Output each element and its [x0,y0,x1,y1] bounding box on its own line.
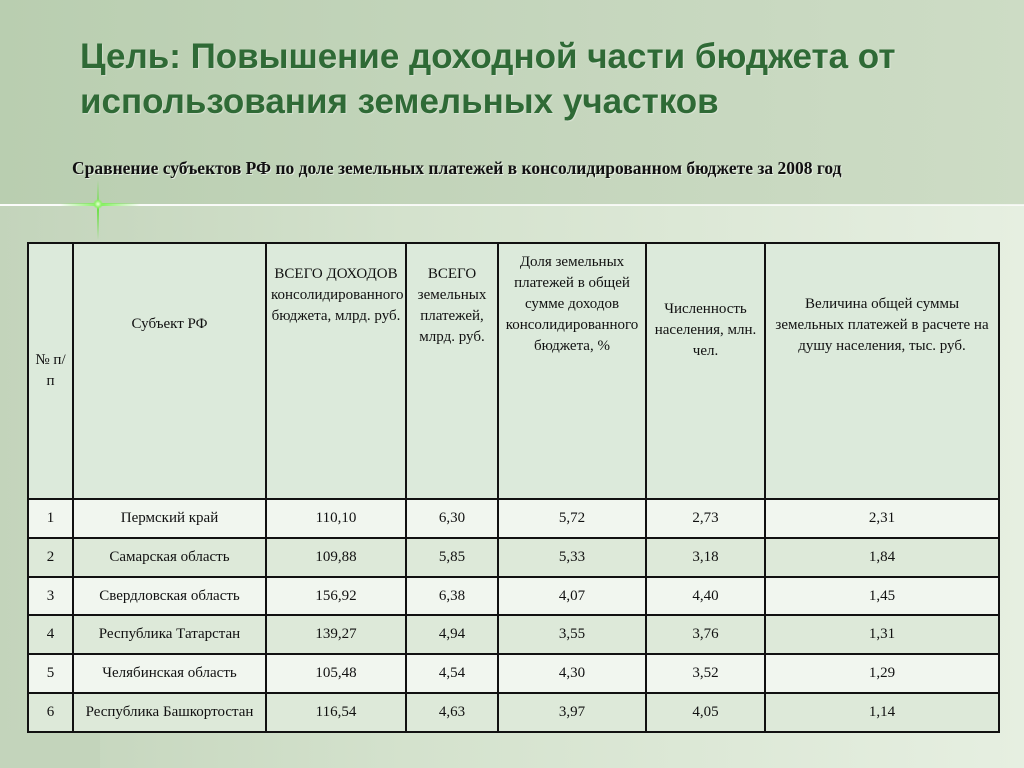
cell-land-payments: 4,54 [406,654,498,693]
cell-share: 3,97 [498,693,646,732]
cell-per-capita: 1,14 [765,693,999,732]
cell-subject: Республика Татарстан [73,615,266,654]
header-per-capita: Величина общей суммы земельных платежей в расчете на душу населения, тыс. руб. [765,243,999,499]
cell-land-payments: 4,63 [406,693,498,732]
cell-subject: Пермский край [73,499,266,538]
header-num: № п/п [28,243,73,499]
accent-star-icon [93,199,103,209]
cell-population: 3,52 [646,654,765,693]
header-total-income: ВСЕГО ДОХОДОВ консолидированного бюджета, млрд. руб. [266,243,406,499]
cell-land-payments: 5,85 [406,538,498,577]
cell-share: 4,07 [498,577,646,616]
cell-num: 6 [28,693,73,732]
cell-share: 4,30 [498,654,646,693]
header-share: Доля земельных платежей в общей сумме доходов консолидированного бюджета, % [498,243,646,499]
table-header-row [28,243,999,499]
cell-land-payments: 6,30 [406,499,498,538]
slide-title: Цель: Повышение доходной части бюджета от использования земельных участков [80,37,896,121]
table-row [28,577,999,616]
table-row [28,615,999,654]
cell-subject: Самарская область [73,538,266,577]
cell-subject: Челябинская область [73,654,266,693]
cell-total-income: 139,27 [266,615,406,654]
cell-per-capita: 1,45 [765,577,999,616]
table-row [28,499,999,538]
cell-land-payments: 6,38 [406,577,498,616]
comparison-table [27,242,1000,733]
table-row [28,538,999,577]
accent-vertical-line [97,180,99,240]
slide-subtitle: Сравнение субъектов РФ по доле земельных платежей в консолидированном бюджете за 2008 год [72,158,842,178]
cell-num: 3 [28,577,73,616]
cell-population: 4,05 [646,693,765,732]
header-subject: Субъект РФ [73,243,266,499]
divider-line [0,204,1024,206]
cell-total-income: 110,10 [266,499,406,538]
cell-per-capita: 2,31 [765,499,999,538]
cell-share: 3,55 [498,615,646,654]
cell-population: 4,40 [646,577,765,616]
table-row [28,654,999,693]
cell-total-income: 105,48 [266,654,406,693]
footer-strip [0,730,100,768]
cell-num: 5 [28,654,73,693]
cell-subject: Республика Башкортостан [73,693,266,732]
cell-per-capita: 1,31 [765,615,999,654]
cell-num: 4 [28,615,73,654]
cell-total-income: 116,54 [266,693,406,732]
cell-total-income: 156,92 [266,577,406,616]
cell-num: 2 [28,538,73,577]
cell-per-capita: 1,29 [765,654,999,693]
cell-population: 3,18 [646,538,765,577]
cell-per-capita: 1,84 [765,538,999,577]
cell-subject: Свердловская область [73,577,266,616]
cell-share: 5,72 [498,499,646,538]
cell-num: 1 [28,499,73,538]
header-population: Численность населения, млн. чел. [646,243,765,499]
cell-land-payments: 4,94 [406,615,498,654]
header-land-payments: ВСЕГО земельных платежей, млрд. руб. [406,243,498,499]
table-row [28,693,999,732]
cell-population: 2,73 [646,499,765,538]
cell-share: 5,33 [498,538,646,577]
cell-total-income: 109,88 [266,538,406,577]
cell-population: 3,76 [646,615,765,654]
